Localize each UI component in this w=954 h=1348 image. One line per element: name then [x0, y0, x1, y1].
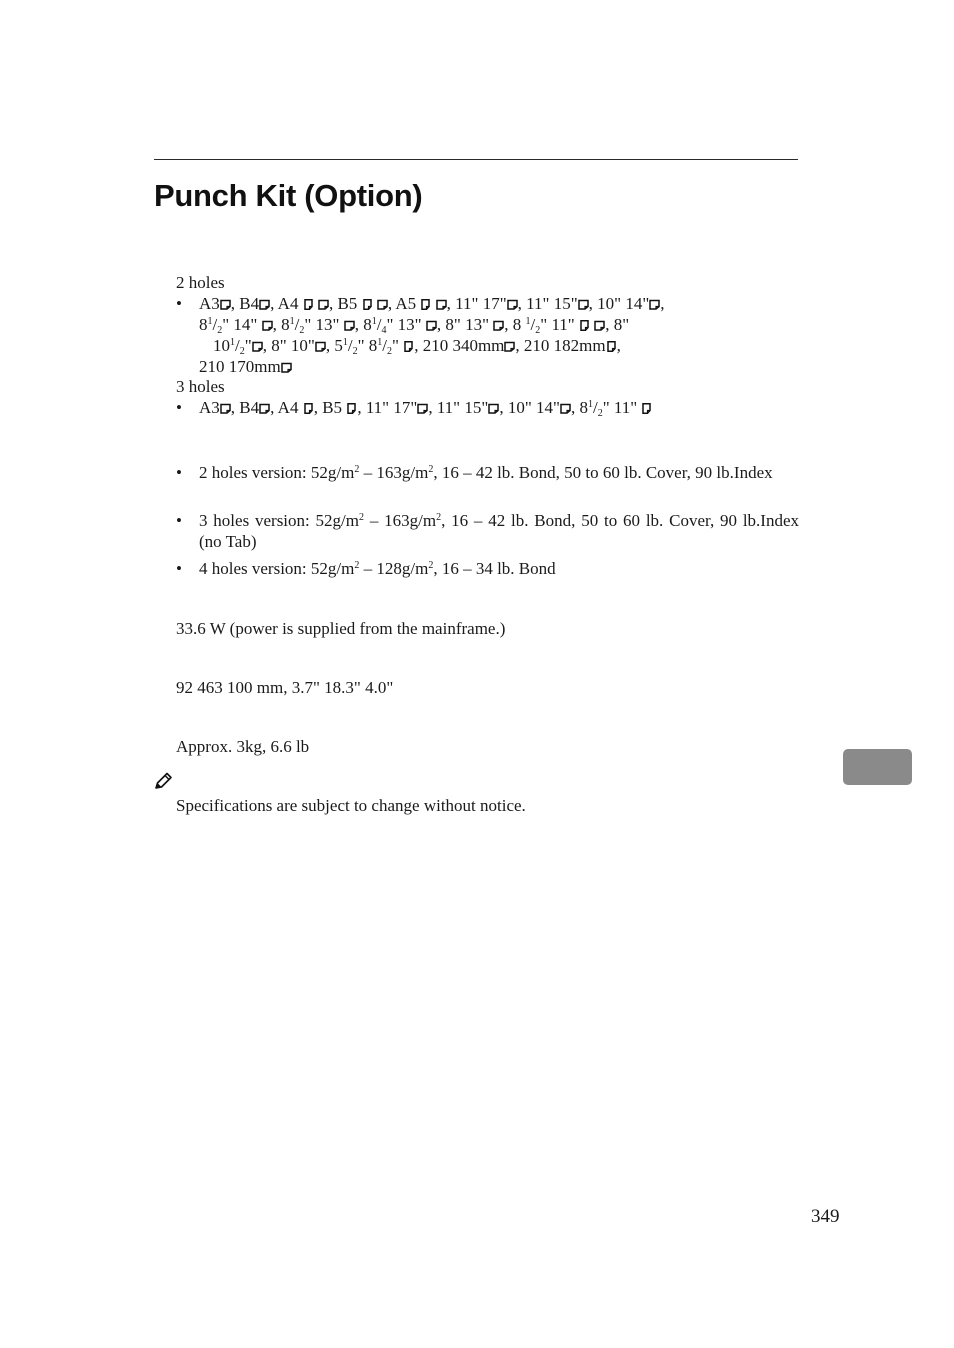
paper-landscape-icon [560, 403, 571, 414]
two-holes-line-4: 210 170mm [199, 356, 292, 377]
paper-landscape-icon [493, 320, 504, 331]
paper-landscape-icon [377, 299, 388, 310]
bullet: • [176, 559, 182, 578]
paper-portrait-icon [362, 299, 373, 310]
paper-landscape-icon [318, 299, 329, 310]
paper-landscape-icon [259, 403, 270, 414]
paper-landscape-icon [259, 299, 270, 310]
two-holes-line-1: A3 , B4 , A4 , B5 , A5 , 11" 17" , 11" 15" , 10" 14" , [199, 294, 665, 313]
paper-landscape-icon [220, 403, 231, 414]
paper-portrait-icon [606, 341, 617, 352]
paper-landscape-icon [220, 299, 231, 310]
paper-landscape-icon [262, 320, 273, 331]
bullet: • [176, 463, 182, 482]
paper-portrait-icon [346, 403, 357, 414]
paper-landscape-icon [436, 299, 447, 310]
note-text: Specifications are subject to change without notice. [176, 796, 526, 815]
paper-landscape-icon [344, 320, 355, 331]
paper-landscape-icon [315, 341, 326, 352]
paper-landscape-icon [252, 341, 263, 352]
chapter-tab [843, 749, 912, 785]
paper-portrait-icon [303, 299, 314, 310]
bullet: • [176, 294, 182, 313]
two-holes-line-3: $10^1/_2$" , 8" 10" , $5^1/_2$" $8^1/_2$" , 210 340mm , 210 182mm , [213, 336, 621, 357]
paper-portrait-icon [579, 320, 590, 331]
paper-landscape-icon [649, 299, 660, 310]
bullet: • [176, 398, 182, 417]
paper-portrait-icon [403, 341, 414, 352]
paper-landscape-icon [504, 341, 515, 352]
paper-weight-item: 2 holes version: $52g/m^2 - 163g/m^2$, 16 – 42 lb. Bond, 50 to 60 lb. Cover, 90 lb.Index [199, 463, 773, 482]
header-rule [154, 159, 798, 160]
power-consumption: 33.6 W (power is supplied from the mainframe.) [176, 619, 506, 638]
paper-landscape-icon [417, 403, 428, 414]
page-number: 349 [811, 1206, 840, 1227]
paper-landscape-icon [507, 299, 518, 310]
three-holes-label: 3 holes [176, 377, 225, 396]
weight: Approx. 3kg, 6.6 lb [176, 737, 310, 756]
bullet: • [176, 511, 182, 530]
two-holes-label: 2 holes [176, 273, 225, 292]
paper-portrait-icon [420, 299, 431, 310]
two-holes-line-2: $8^1/_2$" 14" , $8^1/_2$" 13" , $8^1/_4$" 13" , 8" 13" , 8 $^1/_2$" 11" , 8" [199, 315, 630, 336]
paper-landscape-icon [426, 320, 437, 331]
paper-weight-item: 3 holes version: $52g/m^2 - 163g/m^2$, 16 – 42 lb. Bond, 50 to 60 lb. Cover, 90 lb.Index (no Tab) [199, 511, 799, 551]
paper-portrait-icon [303, 403, 314, 414]
pencil-note-icon [154, 771, 174, 791]
paper-landscape-icon [578, 299, 589, 310]
paper-weight-item: 4 holes version: $52g/m^2 - 128g/m^2$, 16 – 34 lb. Bond [199, 559, 556, 578]
page-title: Punch Kit (Option) [154, 178, 423, 213]
paper-portrait-icon [641, 403, 652, 414]
three-holes-line-1: A3 , B4 , A4 , B5 , 11" 17" , 11" 15" , 10" 14" , $8^1/_2$" 11" [199, 397, 652, 418]
paper-landscape-icon [594, 320, 605, 331]
paper-landscape-icon [281, 362, 292, 373]
dimensions: 92 463 100 mm, 3.7" 18.3" 4.0" [176, 678, 394, 697]
paper-landscape-icon [488, 403, 499, 414]
